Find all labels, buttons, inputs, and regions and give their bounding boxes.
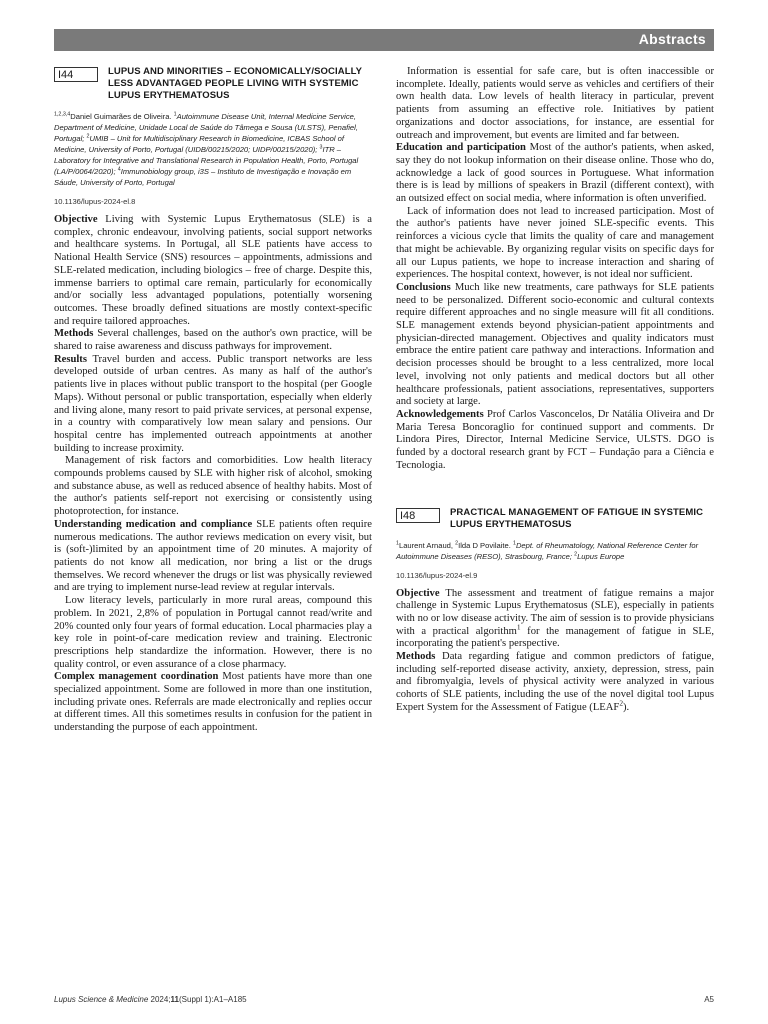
lack-paragraph: Lack of information does not lead to increased participation. Most of the author's patients have never joined SLE-specific events. This reinforces a vicious cycle that limits the quality of care and management that might be achievable. By organizing regular visits on specific days for all our Lupus patients, we hope to increase interaction and sharing of experiences. The hospital context, however, is not ideal nor sufficient. — [396, 205, 714, 281]
doi-link[interactable]: 10.1136/lupus-2024-el.8 — [54, 197, 136, 206]
results-paragraph — [54, 354, 372, 456]
abstract-body — [54, 214, 372, 735]
section-label: Acknowledgements — [396, 408, 484, 420]
methods-paragraph — [54, 328, 372, 353]
risk-paragraph: Management of risk factors and comorbidities. Low health literacy compounds problems caused by SLE with higher risk of alcohol, smoking and substance abuse, as well as reduced absence of healthy habits. Most of the author's patients self-report not exercising or consistently using photoprotection, for instance. — [54, 455, 372, 518]
paragraph-text: SLE patients often require numerous medications. The author reviews medication on every visit, but is (soft-)limited by an appointment time of 20 minutes. A majority of patients do not know all medication, nor bring a list or the drugs themselves. We record whenever the drugs or list was physically reviewed and are trying to implement nurse-lead review at regular intervals. — [54, 518, 372, 594]
complex-paragraph — [54, 671, 372, 735]
author-superscript: 2 — [455, 539, 459, 546]
literacy-paragraph: Low literacy levels, particularly in more rural areas, compound this problem. In 2021, 2,8% of population in Portugal cannot read/write and 20% counted only four years of formal education. Local pharmacies play a key role in point-of-care medication review and training. Electronic prescriptions help standardize the information. However, there is no quality control, or even assurance of a close pharmacy. — [54, 595, 372, 670]
section-label: Methods — [396, 651, 436, 663]
affiliation-superscript: 1 — [173, 111, 177, 118]
section-label: Objective — [54, 214, 98, 225]
paragraph-text: The assessment and treatment of fatigue remains a major challenge in Systemic Lupus Erythematosus (SLE), especially in patients with no or low disease activity. The aim of session is to provide physicians with a practical algorithm — [396, 587, 714, 637]
paragraph-text: Most patients have more than one specialized appointment. Some are followed in more than one institution, including private ones. Referrals are made electronically and replies occur at different times. All this sometimes results in confusion for the patient in understanding the purpose of each appointment. — [54, 671, 372, 734]
affiliation-1: Dept. of Rheumatology, National Reference Center for Autoimmune Diseases (RESO), Strasbourg, France; — [396, 540, 699, 561]
abstract-number: I48 — [396, 508, 440, 523]
author-name: Laurent Arnaud, — [398, 540, 456, 550]
page-number: A5 — [704, 995, 714, 1004]
abstract-body — [396, 588, 714, 715]
affiliation-2: UMIB – Unit for Multidisciplinary Research in Biomedicine, ICBAS School of Medicine, University of Porto, Portugal (UIDB/00215/2020; UIDP/00215/2020); — [54, 134, 344, 154]
author-affiliations — [54, 111, 372, 188]
author-superscript: 1,2,3,4 — [54, 111, 71, 118]
affiliation-superscript: 3 — [319, 144, 323, 151]
abstract-title: PRACTICAL MANAGEMENT OF FATIGUE IN SYSTEMIC LUPUS ERYTHEMATOSUS — [450, 506, 704, 530]
section-label: Results — [54, 353, 87, 365]
section-header-bar — [54, 29, 714, 51]
section-label: Methods — [54, 328, 94, 340]
paragraph-text: Most of the author's patients, when asked, say they do not lookup information on their disease online. Those who do, acknowledge a lack of good sources in Portuguese. What information there is is lead by millions of speakers in Brazil (different context), with an outsized effect on social media, where information is often unverified. — [396, 142, 715, 205]
paragraph-text: for the management of fatigue in SLE, incorporating the patient's perspective. — [396, 625, 714, 650]
education-paragraph — [396, 142, 714, 206]
abstract-number: I44 — [54, 67, 98, 82]
conclusions-paragraph — [396, 282, 714, 409]
section-label: Objective — [396, 587, 440, 599]
author-name: Daniel Guimarães de Oliveira. — [70, 112, 174, 121]
affiliation-4: Immunobiology group, i3S – Instituto de Investigação e Inovação em Sáude, University of Porto, Portugal — [54, 167, 352, 187]
section-label: Education and participation — [396, 142, 526, 154]
right-column — [396, 66, 714, 715]
objective-paragraph — [54, 214, 372, 328]
affiliation-2: Lupus Europe — [577, 551, 625, 561]
paragraph-text: Prof Carlos Vasconcelos, Dr Natália Oliveira and Dr Maria Teresa Boncoraglio for continued support and comments. Dr Lindora Pires, Director, Internal Medicine Service, ULSTS. DGO is funded by a doctoral research grant by FCT – Fundação para a Ciência e Tecnologia. — [396, 408, 714, 471]
reference-superscript: 1 — [516, 622, 521, 632]
affiliation-superscript: 1 — [512, 539, 516, 546]
paragraph-text: Data regarding fatigue and common predictors of fatigue, including self-reported disease activity, anxiety, depression, stress, pain and fibromyalgia, levels of physical activity were analyzed in various cohorts of SLE patients, including the use of the novel digital tool Lupus Expert System for the Assessment of Fatigue (LEAF — [396, 651, 714, 713]
affiliation-1: Autoimmune Disease Unit, Internal Medicine Service, Department of Medicine, Unidade Local de Saúde do Tâmega e Sousa (ULSTS), Penafiel, Portugal; — [54, 112, 358, 143]
abstract-header — [396, 507, 714, 531]
reference-superscript: 2 — [619, 698, 624, 708]
affiliation-superscript: 2 — [86, 133, 90, 140]
citation-pages: (Suppl 1):A1–A185 — [179, 995, 247, 1004]
author-name: Ilda D Povilaite. — [458, 540, 513, 550]
paragraph-text: ). — [623, 701, 630, 713]
affiliation-3: ITR – Laboratory for Integrative and Translational Research in Population Health, Porto, Portugal (LA/P/0064/2020); — [54, 145, 359, 176]
abstract-header — [54, 66, 372, 102]
paragraph-text: Living with Systemic Lupus Erythematosus (SLE) is a complex, chronic endeavour, involving patients, social support networks and healthcare systems. In Portugal, all SLE patients have access to National Health Service (SNS) resources – appointments, admissions and SLE-related medication, including biologics – free of charge. Despite this, immense barriers to optimal care remain, particularly for economically and/or socially less advantaged populations, potentially worsening outcomes. These broadly defined situations are mostly context-specific and require tailored approaches. — [54, 214, 372, 327]
section-label: Understanding medication and compliance — [54, 518, 253, 530]
footer-citation — [54, 995, 247, 1004]
understanding-paragraph — [54, 519, 372, 595]
section-label: Complex management coordination — [54, 671, 219, 683]
information-paragraph: Information is essential for safe care, but is often inaccessible or incomplete. Ideally, patients would serve as vehicles and certifiers of their own health data. Low levels of health literacy in particular, prevent patients from assuming an effective role. Initiatives by patient organizations and doctor associations, for instance, are essential for outreach and improvement, but events are limited and far between. — [396, 66, 714, 141]
section-title: Abstracts — [638, 31, 706, 47]
volume-number: 11 — [170, 995, 179, 1004]
author-affiliations — [396, 540, 714, 562]
doi-link[interactable]: 10.1136/lupus-2024-el.9 — [396, 570, 478, 580]
paragraph-text: Much like new treatments, care pathways for SLE patients need to be personalized. Different socio-economic and cultural contexts require different approaches and no single measure will fit all conditions. SLE management extends beyond physician-patient appointments and physician-directed management. Objectives and quality indicators must embrace the entire patient care pathway and interactions. Information and decision processes should be brought to a less centralized, more local level, involving not only patients and medical doctors but all other healthcare professionals, patient associations, representatives, supporters and society at large. — [396, 281, 714, 408]
affiliation-superscript: 2 — [574, 550, 578, 557]
abstract-body-continued — [396, 66, 714, 473]
section-label: Conclusions — [396, 281, 451, 293]
paragraph-text: Travel burden and access. Public transport networks are less developed outside of urban centres. As many as half of the author's patients live in places without public transport to the hospital (per Google Maps). Without personal or public transportation, especially when elderly and living alone, many resort to paid private services, at personal expense, in a country with comparatively low mean salary and pensions. Our hospital centre has implemented outreach appointments at another building to increase proximity. — [54, 353, 372, 454]
journal-name: Lupus Science & Medicine — [54, 995, 149, 1004]
abstract-title: LUPUS AND MINORITIES – ECONOMICALLY/SOCIALLY LESS ADVANTAGED PEOPLE LIVING WITH SYSTEMIC LUPUS ERYTHEMATOSUS — [108, 66, 362, 101]
left-column — [54, 66, 372, 735]
methods-paragraph — [396, 651, 714, 715]
acknowledgements-paragraph — [396, 409, 714, 473]
citation-year: 2024; — [148, 995, 171, 1004]
affiliation-superscript: 4 — [117, 166, 121, 173]
abstract-148 — [396, 507, 714, 715]
paragraph-text: Several challenges, based on the author's own practice, will be shared to raise awareness and discuss pathways for improvement. — [54, 328, 372, 353]
author-superscript: 1 — [396, 539, 399, 546]
objective-paragraph — [396, 588, 714, 652]
